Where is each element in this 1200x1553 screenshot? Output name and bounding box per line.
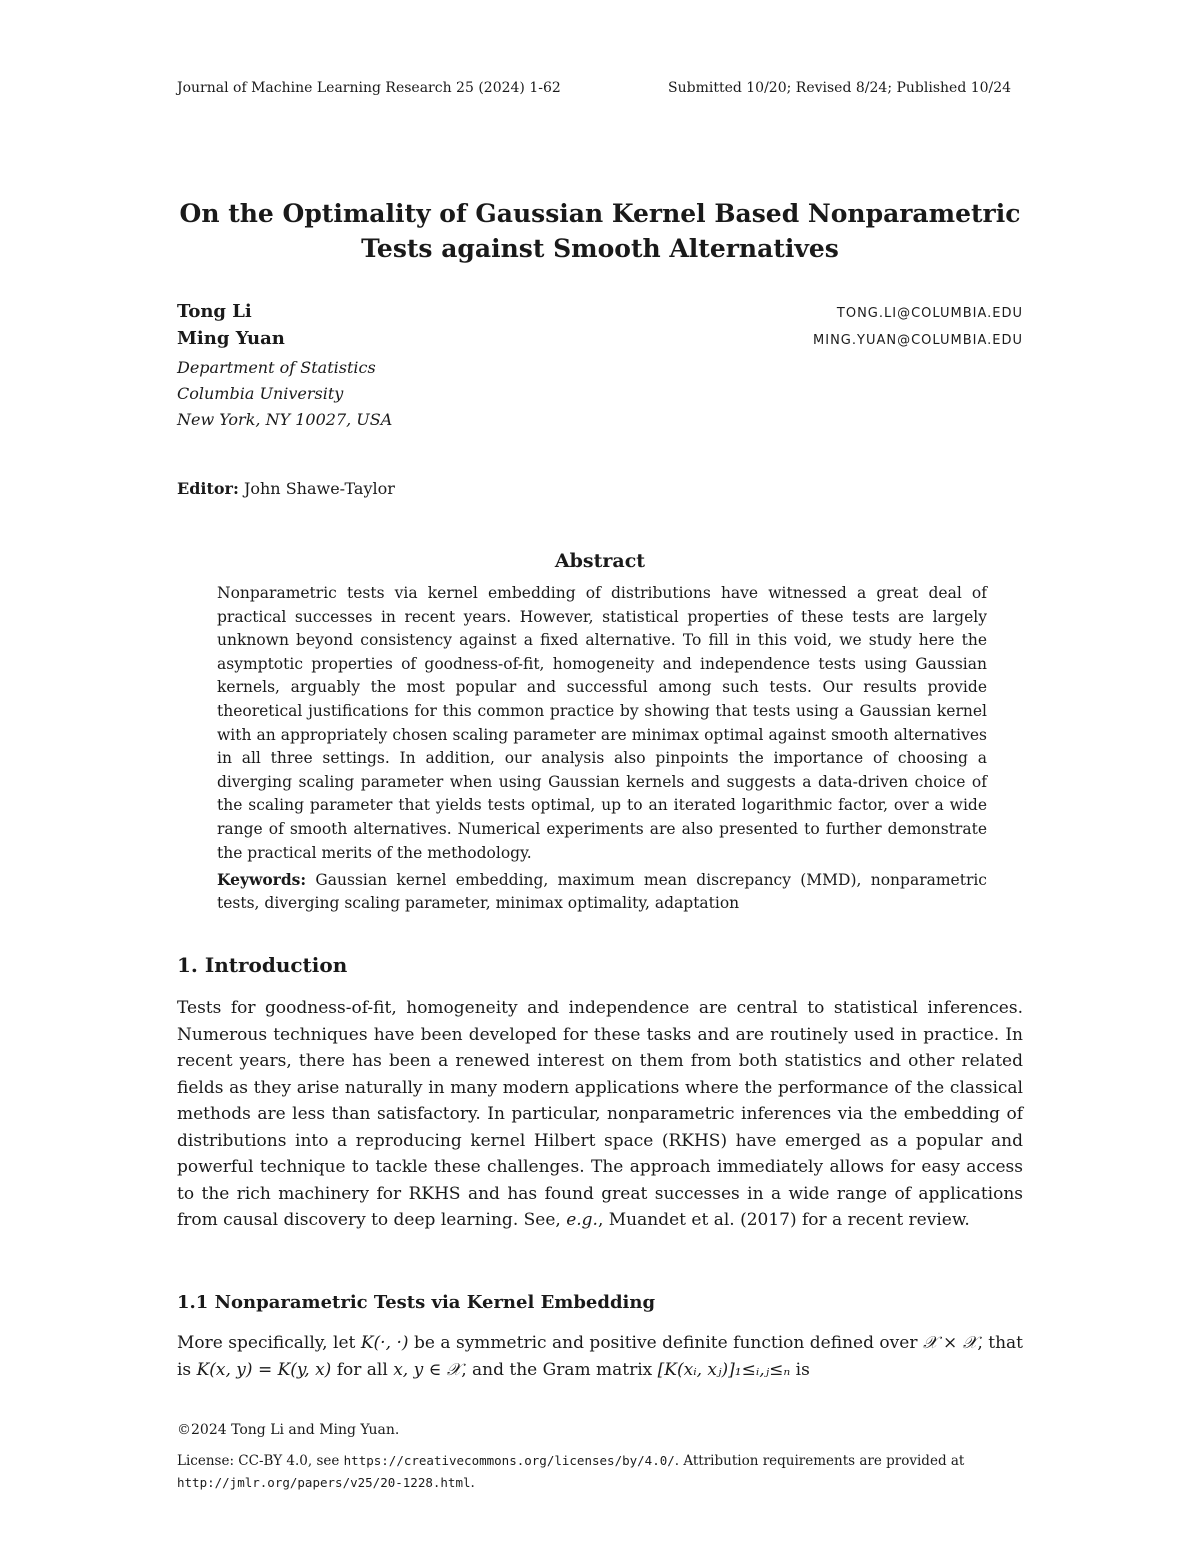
paper-title (0, 196, 1200, 266)
keywords-text: Gaussian kernel embedding, maximum mean discrepancy (MMD), nonparametric tests, diverging scaling parameter, minimax optimality, adaptation (217, 871, 987, 912)
math-kernel: K(·, ·) (360, 1333, 409, 1353)
subsection-heading: 1.1 Nonparametric Tests via Kernel Embedding (177, 1292, 656, 1313)
author-email[interactable]: TONG.LI@COLUMBIA.EDU (836, 306, 1023, 321)
title-line-1: On the Optimality of Gaussian Kernel Based Nonparametric (179, 199, 1021, 228)
introduction-paragraph (177, 995, 1023, 1234)
journal-header: Journal of Machine Learning Research 25 (2024) 1-62 (177, 80, 561, 96)
subsection-paragraph (177, 1330, 1023, 1383)
author-name: Tong Li (177, 301, 252, 322)
keywords (217, 868, 987, 915)
editor-line (177, 479, 395, 498)
math-domain: 𝒳 × 𝒳 (922, 1333, 978, 1353)
math-gram-matrix: [K(xᵢ, xⱼ)]₁≤ᵢ,ⱼ≤ₙ (657, 1359, 791, 1380)
license-link[interactable]: https://creativecommons.org/licenses/by/4.0/ (343, 1453, 675, 1468)
section-heading: 1. Introduction (177, 953, 348, 977)
para-text: be a symmetric and positive definite function defined over (408, 1333, 923, 1353)
intro-text-end: , Muandet et al. (2017) for a recent review. (597, 1210, 970, 1230)
license-note (177, 1450, 1023, 1494)
title-line-2: Tests against Smooth Alternatives (361, 234, 839, 263)
eg-abbrev: e.g. (566, 1210, 598, 1230)
para-text: , and the Gram matrix (461, 1359, 658, 1380)
para-text: for all (331, 1359, 394, 1380)
abstract-heading: Abstract (554, 550, 646, 572)
para-text: More specifically, let (177, 1333, 361, 1353)
keywords-label: Keywords: (217, 870, 307, 889)
para-text: , that is (177, 1333, 1023, 1380)
abstract-text: Nonparametric tests via kernel embedding of distributions have witnessed a great deal of practical successes in recent years. However, statistical properties of these tests are largely unknown beyond consistency against a fixed alternative. To fill in this void, we study here the asymptotic properties of goodness-of-fit, homogeneity and independence tests using Gaussian kernels, arguably the most popular and successful among such tests. Our results provide theoretical justifications for this common practice by showing that tests using a Gaussian kernel with an appropriately chosen scaling parameter are minimax optimal against smooth alternatives in all three settings. In addition, our analysis also pinpoints the importance of choosing a diverging scaling parameter when using Gaussian kernels and suggests a data-driven choice of the scaling parameter that yields tests optimal, up to an iterated logarithmic factor, over a wide range of smooth alternatives. Numerical experiments are also presented to further demonstrate the practical merits of the methodology. (217, 584, 987, 862)
submission-dates: Submitted 10/20; Revised 8/24; Published 10/24 (668, 80, 1012, 96)
math-symmetry: K(x, y) = K(y, x) (196, 1359, 332, 1380)
affiliation-department: Department of Statistics (177, 358, 376, 377)
editor-label: Editor: (177, 479, 239, 498)
license-text: . Attribution requirements are provided at (674, 1453, 965, 1469)
author-name: Ming Yuan (177, 328, 285, 349)
license-text: License: CC-BY 4.0, see (177, 1453, 344, 1469)
author-email[interactable]: MING.YUAN@COLUMBIA.EDU (813, 333, 1023, 348)
affiliation-university: Columbia University (177, 384, 344, 403)
license-text: . (470, 1475, 475, 1491)
copyright-note: ©2024 Tong Li and Ming Yuan. (177, 1422, 400, 1438)
affiliation-address: New York, NY 10027, USA (177, 410, 393, 429)
intro-text: Tests for goodness-of-fit, homogeneity and independence are central to statistical inferences. Numerous techniques have been developed for these tasks and are routinely used in practice. In recent years, there has been a renewed interest on them from both statistics and other related fields as they arise naturally in many modern applications where the performance of the classical methods are less than satisfactory. In particular, nonparametric inferences via the embedding of distributions into a reproducing kernel Hilbert space (RKHS) have emerged as a popular and powerful technique to tackle these challenges. The approach immediately allows for easy access to the rich machinery for RKHS and has found great successes in a wide range of applications from causal discovery to deep learning. See, (177, 998, 1023, 1230)
editor-name: John Shawe-Taylor (243, 479, 395, 498)
para-text: is (790, 1359, 810, 1380)
math-membership: x, y ∈ 𝒳 (393, 1359, 462, 1380)
paper-link[interactable]: http://jmlr.org/papers/v25/20-1228.html (177, 1475, 471, 1490)
